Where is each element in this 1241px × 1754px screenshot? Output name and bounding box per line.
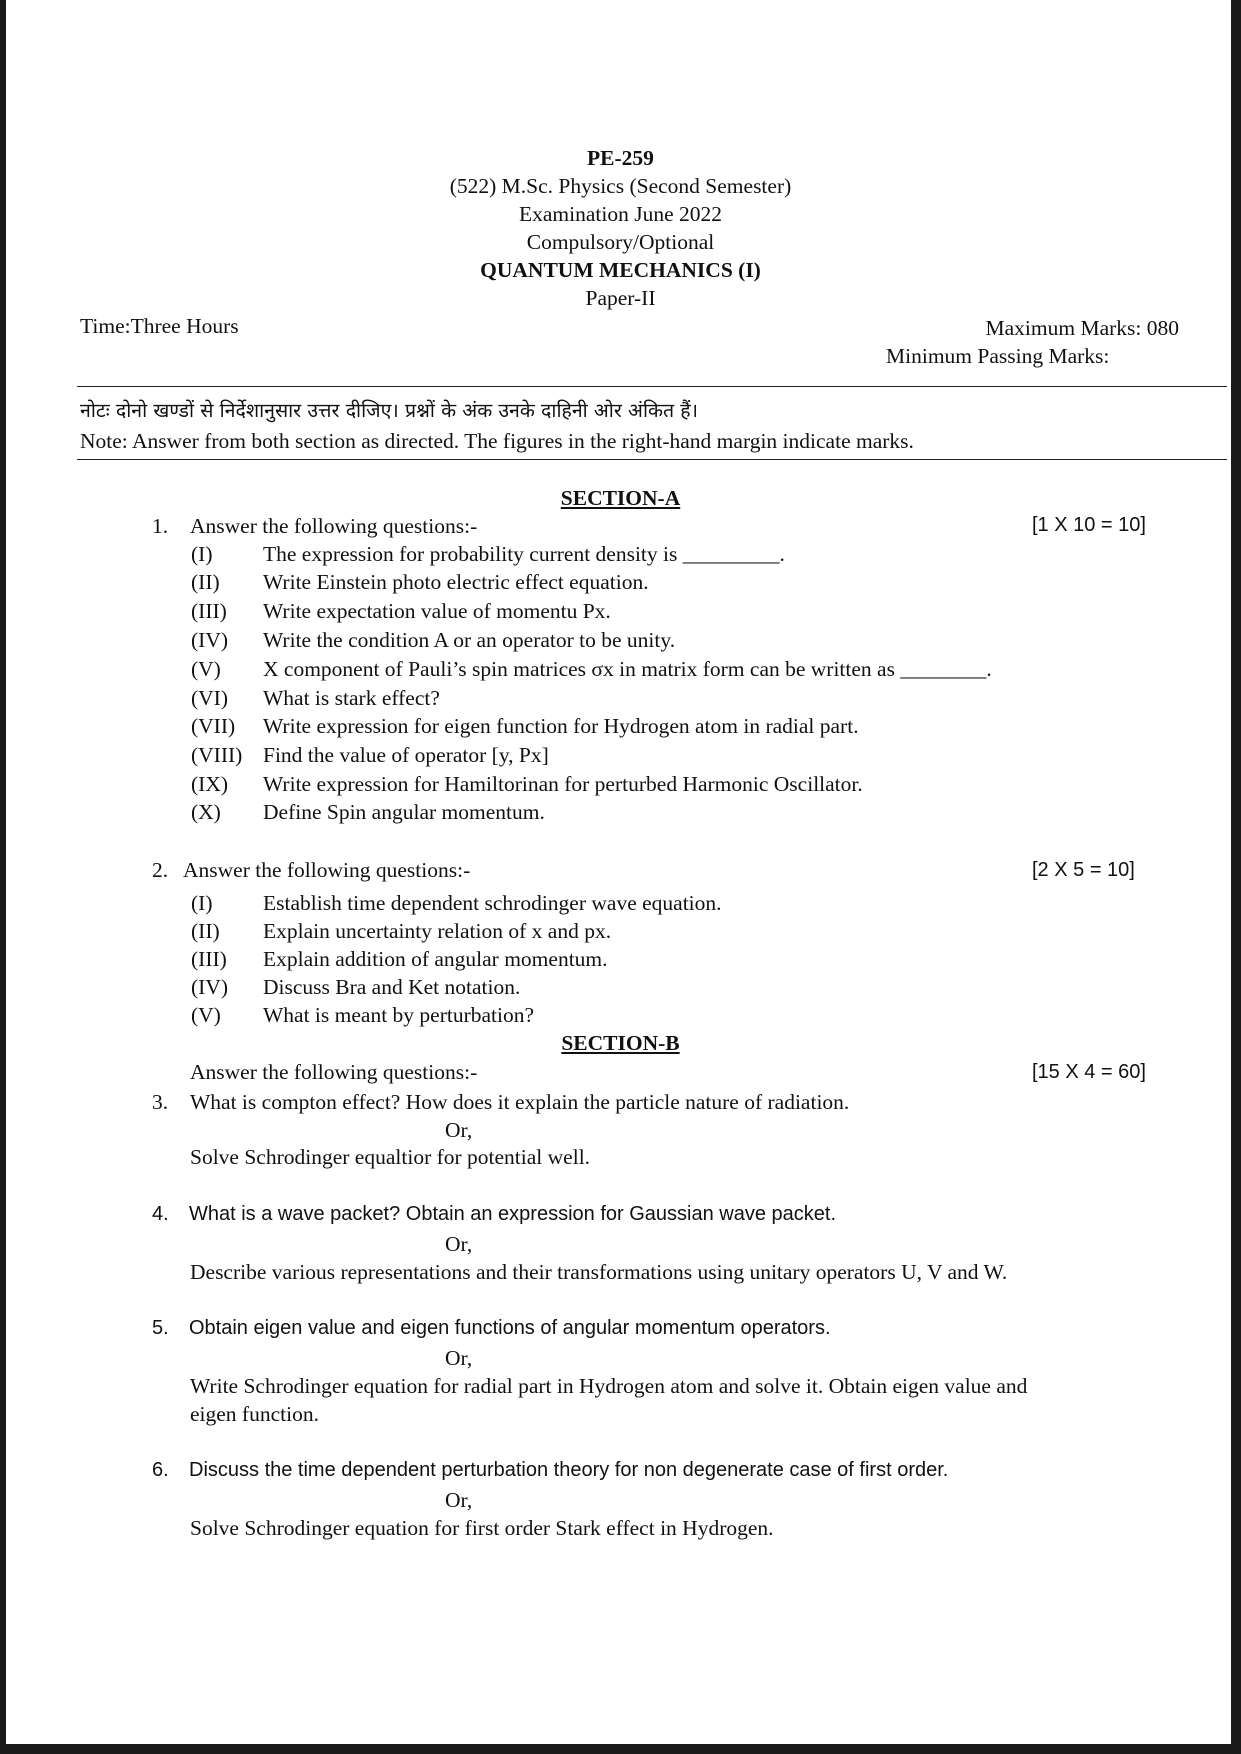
q2-number: 2.	[152, 858, 169, 882]
q1-item-roman: (III)	[191, 599, 227, 623]
q3-number: 3.	[152, 1090, 169, 1114]
q1-item-text: Write expression for Hamiltorinan for perturbed Harmonic Oscillator.	[263, 772, 863, 796]
q3-or: Or,	[445, 1118, 473, 1142]
q6-alternative: Solve Schrodinger equation for first order Stark effect in Hydrogen.	[190, 1516, 774, 1540]
q5-alternative-line1: Write Schrodinger equation for radial part in Hydrogen atom and solve it. Obtain eigen value and	[190, 1374, 1028, 1398]
q1-item-text: What is stark effect?	[263, 686, 440, 710]
section-b-prompt: Answer the following questions:-	[190, 1060, 478, 1084]
q6-number: 6.	[152, 1459, 169, 1481]
scan-edge-bottom	[0, 1744, 1241, 1754]
paper-code: PE-259	[587, 146, 654, 170]
q1-item-text: The expression for probability current density is _________.	[263, 542, 785, 566]
section-b-marks: [15 X 4 = 60]	[1032, 1061, 1146, 1083]
course-title: (522) M.Sc. Physics (Second Semester)	[449, 174, 792, 198]
q6-or: Or,	[445, 1488, 473, 1512]
q1-item-text: Write expectation value of momentu Px.	[263, 599, 611, 623]
divider-bottom	[77, 459, 1227, 460]
time-allowed: Time:Three Hours	[80, 314, 239, 338]
q4-alternative: Describe various representations and their transformations using unitary operators U, V and W.	[190, 1260, 1008, 1284]
q1-item-text: Define Spin angular momentum.	[263, 800, 545, 824]
exam-session: Examination June 2022	[518, 202, 723, 226]
q2-item-text: Discuss Bra and Ket notation.	[263, 975, 521, 999]
divider-top	[77, 386, 1227, 387]
q1-number: 1.	[152, 514, 169, 538]
q4-number: 4.	[152, 1203, 169, 1225]
q1-item-text: X component of Pauli’s spin matrices σx in matrix form can be written as ________.	[263, 657, 992, 681]
q2-item-text: Establish time dependent schrodinger wave equation.	[263, 891, 722, 915]
q1-item-roman: (V)	[191, 657, 221, 681]
q5-number: 5.	[152, 1317, 169, 1339]
subject-title: QUANTUM MECHANICS (I)	[480, 258, 761, 282]
q1-item-roman: (X)	[191, 800, 221, 824]
q2-item-text: What is meant by perturbation?	[263, 1003, 535, 1027]
q2-item-roman: (V)	[191, 1003, 221, 1027]
q2-item-roman: (II)	[191, 919, 220, 943]
section-b-heading: SECTION-B	[561, 1031, 680, 1055]
q1-item-text: Write expression for eigen function for Hydrogen atom in radial part.	[263, 714, 859, 738]
q1-item-roman: (IX)	[191, 772, 229, 796]
q4-or: Or,	[445, 1232, 473, 1256]
q5-text: Obtain eigen value and eigen functions of angular momentum operators.	[189, 1317, 831, 1339]
paper-number: Paper-II	[585, 286, 656, 310]
maximum-marks: Maximum Marks: 080	[985, 316, 1179, 340]
q3-text: What is compton effect? How does it explain the particle nature of radiation.	[190, 1090, 850, 1114]
q1-item-text: Find the value of operator [y, Px]	[263, 743, 549, 767]
minimum-passing-marks: Minimum Passing Marks:	[886, 344, 1110, 368]
q1-marks: [1 X 10 = 10]	[1032, 514, 1146, 536]
q1-item-text: Write the condition A or an operator to be unity.	[263, 628, 676, 652]
q5-or: Or,	[445, 1346, 473, 1370]
q1-item-text: Write Einstein photo electric effect equation.	[263, 570, 649, 594]
q2-item-text: Explain uncertainty relation of x and px.	[263, 919, 612, 943]
q2-item-roman: (I)	[191, 891, 213, 915]
q2-item-text: Explain addition of angular momentum.	[263, 947, 608, 971]
q1-item-roman: (VII)	[191, 714, 236, 738]
q2-prompt: Answer the following questions:-	[183, 858, 471, 882]
q2-marks: [2 X 5 = 10]	[1032, 859, 1135, 881]
q5-alternative-line2: eigen function.	[190, 1402, 319, 1426]
note-english: Note: Answer from both section as directed. The figures in the right-hand margin indicate marks.	[80, 429, 914, 453]
q6-text: Discuss the time dependent perturbation theory for non degenerate case of first order.	[189, 1459, 949, 1481]
q4-text: What is a wave packet? Obtain an expression for Gaussian wave packet.	[189, 1203, 837, 1225]
note-hindi: नोटः दोनो खण्डों से निर्देशानुसार उत्तर दीजिए। प्रश्नों के अंक उनके दाहिनी ओर अंकित हैं।	[80, 399, 699, 422]
q1-prompt: Answer the following questions:-	[190, 514, 478, 538]
q1-item-roman: (VIII)	[191, 743, 243, 767]
q3-alternative: Solve Schrodinger equaltior for potential well.	[190, 1145, 591, 1169]
q1-item-roman: (VI)	[191, 686, 229, 710]
q1-item-roman: (I)	[191, 542, 213, 566]
q1-item-roman: (II)	[191, 570, 220, 594]
q2-item-roman: (IV)	[191, 975, 229, 999]
section-a-heading: SECTION-A	[560, 486, 681, 510]
q1-item-roman: (IV)	[191, 628, 229, 652]
q2-item-roman: (III)	[191, 947, 227, 971]
paper-type: Compulsory/Optional	[526, 230, 715, 254]
